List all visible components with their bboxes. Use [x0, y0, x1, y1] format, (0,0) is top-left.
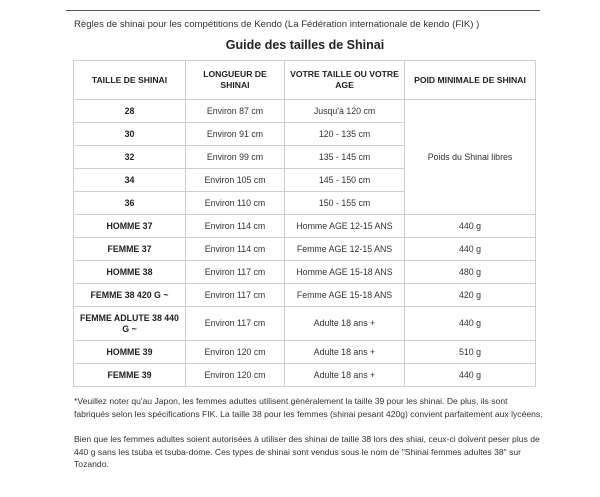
target-cell: Adulte 18 ans +	[285, 341, 405, 364]
header-target: VOTRE TAILLE OU VOTRE AGE	[285, 61, 405, 100]
size-cell: HOMME 39	[74, 341, 186, 364]
header-weight: POID MINIMALE DE SHINAI	[405, 61, 536, 100]
length-cell: Environ 114 cm	[186, 238, 285, 261]
table-row	[74, 307, 536, 341]
size-cell: HOMME 37	[74, 215, 186, 238]
weight-cell: 480 g	[405, 261, 536, 284]
length-cell: Environ 91 cm	[186, 123, 285, 146]
size-cell: 28	[74, 100, 186, 123]
table-row	[74, 364, 536, 387]
note-adult-women: Bien que les femmes adultes soient autorisées à utiliser des shinai de taille 38 lors des shiai, ceux-ci doivent peser plus de 440 g sans les tsuba et tsuba-dome. Ces types de shinai sont vendus sous le nom de "Shinai femmes adultes 38" sur Tozando.	[74, 434, 540, 469]
target-cell: Homme AGE 15-18 ANS	[285, 261, 405, 284]
target-cell: 135 - 145 cm	[285, 146, 405, 169]
header-size: TAILLE DE SHINAI	[74, 61, 186, 100]
table-header-row	[74, 61, 536, 100]
length-cell: Environ 99 cm	[186, 146, 285, 169]
size-cell: FEMME 38 420 G ~	[74, 284, 186, 307]
size-cell: 36	[74, 192, 186, 215]
target-cell: Jusqu'à 120 cm	[285, 100, 405, 123]
top-divider	[66, 10, 540, 11]
table-row	[74, 100, 536, 123]
target-cell: Femme AGE 12-15 ANS	[285, 238, 405, 261]
target-cell: 150 - 155 cm	[285, 192, 405, 215]
target-cell: 120 - 135 cm	[285, 123, 405, 146]
weight-cell: 440 g	[405, 215, 536, 238]
weight-cell: 420 g	[405, 284, 536, 307]
length-cell: Environ 87 cm	[186, 100, 285, 123]
length-cell: Environ 105 cm	[186, 169, 285, 192]
size-cell: HOMME 38	[74, 261, 186, 284]
intro-text: Règles de shinai pour les compétitions de Kendo (La Fédération internationale de kendo (FIK) )	[74, 19, 480, 30]
size-cell: FEMME 37	[74, 238, 186, 261]
weight-cell-merged: Poids du Shinai libres	[405, 100, 536, 215]
size-cell: FEMME 39	[74, 364, 186, 387]
length-cell: Environ 117 cm	[186, 284, 285, 307]
header-length: LONGUEUR DE SHINAI	[186, 61, 285, 100]
note-japan: *Veuillez noter qu'au Japon, les femmes adultes utilisent généralement la taille 39 pour les shinai. De plus, ils sont fabriqués selon les spécifications FIK. La taille 38 pour les femmes (shinai pesant 420g) convient parfaitement aux lycéens.	[74, 396, 543, 419]
page-title: Guide des tailles de Shinai	[225, 38, 385, 52]
target-cell: Femme AGE 15-18 ANS	[285, 284, 405, 307]
table-row	[74, 261, 536, 284]
table-row	[74, 238, 536, 261]
size-cell: FEMME ADLUTE 38 440 G ~	[74, 307, 186, 341]
size-cell: 34	[74, 169, 186, 192]
table-row	[74, 215, 536, 238]
target-cell: Homme AGE 12-15 ANS	[285, 215, 405, 238]
size-cell: 30	[74, 123, 186, 146]
length-cell: Environ 120 cm	[186, 364, 285, 387]
weight-cell: 510 g	[405, 341, 536, 364]
target-cell: 145 - 150 cm	[285, 169, 405, 192]
target-cell: Adulte 18 ans +	[285, 364, 405, 387]
length-cell: Environ 117 cm	[186, 261, 285, 284]
shinai-size-table	[73, 60, 536, 387]
target-cell: Adulte 18 ans +	[285, 307, 405, 341]
weight-cell: 440 g	[405, 364, 536, 387]
length-cell: Environ 114 cm	[186, 215, 285, 238]
length-cell: Environ 120 cm	[186, 341, 285, 364]
size-cell: 32	[74, 146, 186, 169]
length-cell: Environ 110 cm	[186, 192, 285, 215]
weight-cell: 440 g	[405, 238, 536, 261]
table-row	[74, 341, 536, 364]
weight-cell: 440 g	[405, 307, 536, 341]
length-cell: Environ 117 cm	[186, 307, 285, 341]
table-row	[74, 284, 536, 307]
